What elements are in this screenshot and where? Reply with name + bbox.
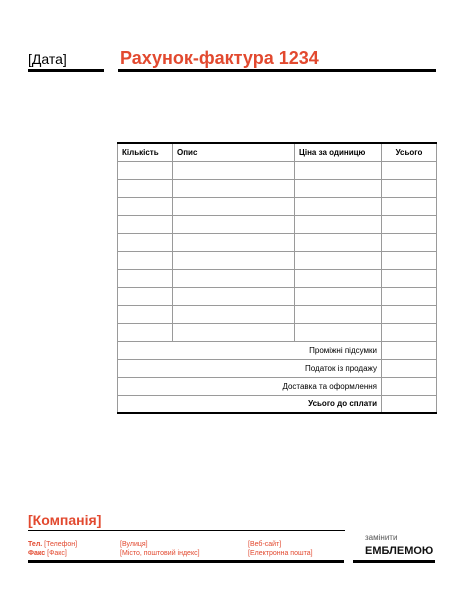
summary-value[interactable] — [382, 377, 437, 395]
unit-price-cell[interactable] — [295, 287, 382, 305]
table-row — [118, 287, 437, 305]
invoice-items-table — [117, 142, 437, 414]
table-row — [118, 215, 437, 233]
logo-underline — [353, 560, 435, 563]
quantity-cell[interactable] — [118, 323, 173, 341]
column-header-quantity: Кількість — [118, 143, 173, 161]
city-zip: [Місто, поштовий індекс] — [120, 550, 200, 557]
fax-line — [28, 549, 77, 558]
description-cell[interactable] — [173, 179, 295, 197]
title-underline — [118, 69, 436, 72]
total-cell[interactable] — [382, 305, 437, 323]
description-cell[interactable] — [173, 305, 295, 323]
table-header-row — [118, 143, 437, 161]
table-row — [118, 305, 437, 323]
unit-price-cell[interactable] — [295, 233, 382, 251]
phone-fax-block — [28, 540, 77, 558]
total-due-label: Усього до сплати — [118, 395, 382, 413]
fax-label: Факс — [28, 550, 46, 557]
unit-price-cell[interactable] — [295, 251, 382, 269]
summary-label: Доставка та оформлення — [118, 377, 382, 395]
quantity-cell[interactable] — [118, 197, 173, 215]
summary-row-shipping — [118, 377, 437, 395]
address-block — [120, 540, 200, 558]
footer-rule — [28, 560, 344, 563]
unit-price-cell[interactable] — [295, 215, 382, 233]
description-cell[interactable] — [173, 287, 295, 305]
total-cell[interactable] — [382, 161, 437, 179]
total-cell[interactable] — [382, 269, 437, 287]
phone-line — [28, 540, 77, 549]
quantity-cell[interactable] — [118, 269, 173, 287]
total-cell[interactable] — [382, 233, 437, 251]
description-cell[interactable] — [173, 269, 295, 287]
total-cell[interactable] — [382, 287, 437, 305]
street: [Вулиця] — [120, 541, 148, 548]
summary-row-subtotal — [118, 341, 437, 359]
column-header-unit-price: Ціна за одиницю — [295, 143, 382, 161]
column-header-total: Усього — [382, 143, 437, 161]
quantity-cell[interactable] — [118, 215, 173, 233]
web-email-block — [248, 540, 313, 558]
column-header-description: Опис — [173, 143, 295, 161]
table-row — [118, 233, 437, 251]
unit-price-cell[interactable] — [295, 161, 382, 179]
total-cell[interactable] — [382, 323, 437, 341]
quantity-cell[interactable] — [118, 233, 173, 251]
total-cell[interactable] — [382, 179, 437, 197]
description-cell[interactable] — [173, 161, 295, 179]
total-cell[interactable] — [382, 251, 437, 269]
description-cell[interactable] — [173, 215, 295, 233]
table-row — [118, 323, 437, 341]
unit-price-cell[interactable] — [295, 269, 382, 287]
unit-price-cell[interactable] — [295, 323, 382, 341]
quantity-cell[interactable] — [118, 305, 173, 323]
summary-value[interactable] — [382, 341, 437, 359]
table-row — [118, 197, 437, 215]
total-due-value[interactable] — [382, 395, 437, 413]
company-underline — [28, 530, 345, 531]
table-row — [118, 269, 437, 287]
summary-label: Податок із продажу — [118, 359, 382, 377]
description-cell[interactable] — [173, 323, 295, 341]
quantity-cell[interactable] — [118, 179, 173, 197]
email: [Електронна пошта] — [248, 550, 313, 557]
description-cell[interactable] — [173, 251, 295, 269]
quantity-cell[interactable] — [118, 251, 173, 269]
date-placeholder: [Дата] — [28, 51, 67, 67]
quantity-cell[interactable] — [118, 287, 173, 305]
summary-label: Проміжні підсумки — [118, 341, 382, 359]
website: [Веб-сайт] — [248, 541, 282, 548]
summary-value[interactable] — [382, 359, 437, 377]
phone-value: [Телефон] — [44, 541, 78, 548]
total-cell[interactable] — [382, 215, 437, 233]
logo-placeholder[interactable]: ЕМБЛЕМОЮ — [365, 545, 434, 557]
company-name: [Компанія] — [28, 512, 102, 528]
invoice-title: Рахунок-фактура 1234 — [120, 48, 319, 68]
summary-row-tax — [118, 359, 437, 377]
logo-placeholder-hint: замінити — [365, 533, 398, 542]
total-cell[interactable] — [382, 197, 437, 215]
table-row — [118, 251, 437, 269]
summary-row-total-due — [118, 395, 437, 413]
phone-label: Тел. — [28, 541, 43, 548]
fax-value: [Факс] — [47, 550, 67, 557]
table-row — [118, 179, 437, 197]
description-cell[interactable] — [173, 233, 295, 251]
unit-price-cell[interactable] — [295, 305, 382, 323]
unit-price-cell[interactable] — [295, 197, 382, 215]
unit-price-cell[interactable] — [295, 179, 382, 197]
table-row — [118, 161, 437, 179]
quantity-cell[interactable] — [118, 161, 173, 179]
description-cell[interactable] — [173, 197, 295, 215]
date-underline — [28, 69, 104, 72]
